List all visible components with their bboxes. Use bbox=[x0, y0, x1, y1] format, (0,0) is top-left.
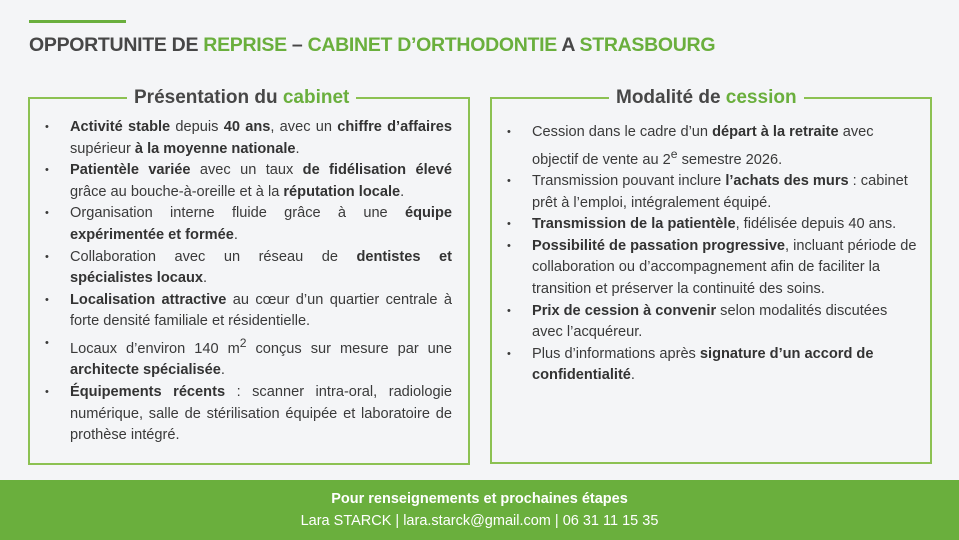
list-item: • Localisation attractive au cœur d’un quartier centrale à forte densité familiale et résidentielle. bbox=[42, 290, 452, 333]
list-item: • Activité stable depuis 40 ans, avec un chiffre d’affaires supérieur à la moyenne nationale. bbox=[42, 117, 452, 160]
page-title: OPPORTUNITE DE REPRISE – CABINET D’ORTHODONTIE A STRASBOURG bbox=[29, 34, 716, 56]
list-item: • Cession dans le cadre d’un départ à la retraite avec objectif de vente au 2e semestre 2026. bbox=[504, 122, 918, 171]
presentation-panel bbox=[28, 87, 470, 465]
cession-panel bbox=[490, 87, 932, 464]
list-item: • Organisation interne fluide grâce à une équipe expérimentée et formée. bbox=[42, 203, 452, 246]
cession-list bbox=[504, 122, 918, 387]
list-item: • Plus d’informations après signature d’un accord de confidentialité. bbox=[504, 344, 918, 387]
footer-contact: Lara STARCK | lara.starck@gmail.com | 06 31 11 15 35 bbox=[300, 513, 659, 529]
cession-heading: Modalité de cession bbox=[609, 86, 804, 110]
list-item: • Transmission pouvant inclure l’achats des murs : cabinet prêt à l’emploi, intégralement équipé. bbox=[504, 171, 918, 214]
footer-heading: Pour renseignements et prochaines étapes bbox=[331, 491, 628, 507]
contact-footer bbox=[0, 480, 959, 540]
list-item: • Locaux d’environ 140 $m^2$ conçus sur mesure par une architecte spécialisée. bbox=[42, 333, 452, 382]
presentation-heading: Présentation du cabinet bbox=[127, 86, 356, 110]
list-item: • Patientèle variée avec un taux de fidélisation élevé grâce au bouche-à-oreille et à la réputation locale. bbox=[42, 160, 452, 203]
list-item: • Équipements récents : scanner intra-oral, radiologie numérique, salle de stérilisation équipée et laboratoire de prothèse intégré. bbox=[42, 382, 452, 447]
list-item: • Collaboration avec un réseau de dentistes et spécialistes locaux. bbox=[42, 247, 452, 290]
list-item: • Possibilité de passation progressive, incluant période de collaboration ou d’accompagnement afin de faciliter la transition et préserver la continuité des soins. bbox=[504, 236, 918, 301]
list-item: • Transmission de la patientèle, fidélisée depuis 40 ans. bbox=[504, 214, 918, 236]
title-accent-line bbox=[29, 20, 126, 23]
presentation-list bbox=[42, 117, 452, 447]
list-item: • Prix de cession à convenir selon modalités discutées avec l’acquéreur. bbox=[504, 301, 918, 344]
